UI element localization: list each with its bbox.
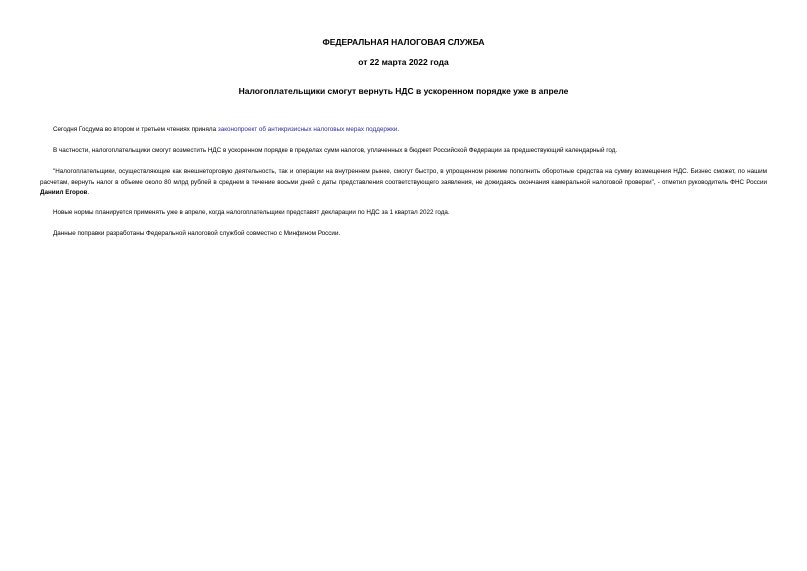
paragraph-1: [40, 125, 767, 136]
paragraph-3-end: .: [87, 189, 90, 197]
paragraph-3: [40, 167, 767, 199]
organization-name: ФЕДЕРАЛЬНАЯ НАЛОГОВАЯ СЛУЖБА: [322, 37, 485, 47]
paragraph-1-text: Сегодня Госдума во втором и третьем чтениях приняла: [53, 126, 218, 133]
official-name: Даниил Егоров: [40, 189, 88, 197]
document-title: Налогоплательщики смогут вернуть НДС в ускоренном порядке уже в апреле: [238, 86, 569, 96]
document-date: от 22 марта 2022 года: [358, 57, 449, 67]
paragraph-2: В частности, налогоплательщики смогут возместить НДС в ускоренном порядке в пределах сумм налогов, уплаченных в бюджет Российской Федерации за предшествующий календарный год.: [53, 147, 618, 154]
paragraph-1-end: .: [397, 126, 400, 133]
paragraph-5: Данные поправки разработаны Федеральной налоговой службой совместно с Минфином России.: [53, 230, 341, 237]
bill-link[interactable]: законопроект об антикризисных налоговых мерах поддержки: [217, 126, 398, 133]
quote-text: "Налогоплательщики, осуществляющие как внешнеторговую деятельность, так и операции на внутреннем рынке, смогут быстро, в упрощенном режиме пополнить оборотные средства на сумму возмещения НДС. Бизнес сможет, по нашим расчетам, вернуть налог в объеме около 80 млрд рублей в среднем в течение восьми дней с даты представления соответствующего заявления, не дожидаясь окончания камеральной налоговой проверки", - отметил руководитель ФНС России: [40, 168, 767, 186]
paragraph-4: Новые нормы планируется применять уже в апреле, когда налогоплательщики представят декларации по НДС за 1 квартал 2022 года.: [53, 209, 450, 216]
